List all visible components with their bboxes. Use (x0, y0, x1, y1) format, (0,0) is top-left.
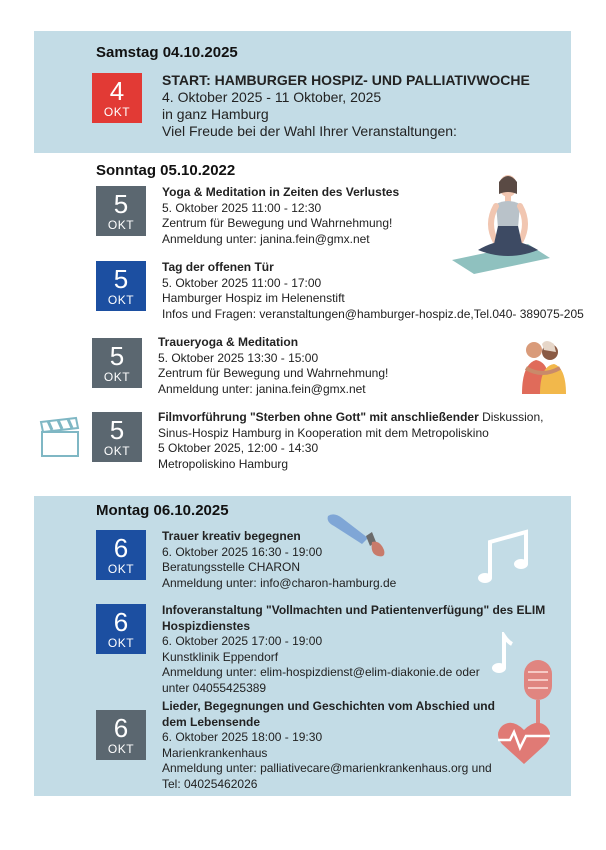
date-badge-6-okt (96, 604, 146, 654)
badge-month: OKT (103, 370, 131, 384)
event-title: dem Lebensende (162, 714, 261, 729)
event-filmvorfuehrung (158, 410, 543, 472)
event-title: Yoga & Meditation in Zeiten des Verlustes (162, 185, 400, 199)
sunday-heading: Sonntag 05.10.2022 (96, 162, 236, 179)
event-title: Tag der offenen Tür (162, 260, 274, 274)
event-line: 5. Oktober 2025 11:00 - 17:00 (162, 275, 322, 290)
badge-month: OKT (107, 293, 135, 307)
badge-day: 6 (113, 607, 129, 637)
event-line: 5 Oktober 2025, 12:00 - 14:30 (158, 441, 319, 455)
paintbrush-icon (326, 512, 388, 560)
date-badge-4-okt (92, 73, 142, 123)
event-title: Lieder, Begegnungen und Geschichten vom Abschied und (162, 699, 495, 713)
event-title: Hospizdienstes (162, 618, 251, 633)
film-clapperboard-icon (38, 416, 82, 460)
embracing-people-icon (512, 338, 572, 396)
date-badge-5-okt (96, 186, 146, 236)
event-line: 6. Oktober 2025 18:00 - 19:30 (162, 730, 323, 744)
badge-month: OKT (103, 444, 131, 458)
date-badge-6-okt (96, 530, 146, 580)
event-line: Marienkrankenhaus (162, 745, 268, 760)
event-line: Anmeldung unter: palliativecare@marienkrankenhaus.org und (162, 761, 492, 775)
badge-month: OKT (107, 636, 135, 650)
event-line: 5. Oktober 2025 11:00 - 12:30 (162, 200, 322, 215)
event-line: Sinus-Hospiz Hamburg in Kooperation mit dem Metropoliskino (158, 425, 489, 440)
event-traueryoga (158, 335, 388, 397)
saturday-event (162, 72, 530, 140)
event-line: Viel Freude bei der Wahl Ihrer Veranstaltungen: (162, 123, 457, 139)
badge-month: OKT (107, 218, 135, 232)
event-line: Anmeldung unter: janina.fein@gmx.net (158, 381, 366, 396)
event-title: START: HAMBURGER HOSPIZ- UND PALLIATIVWOCHE (162, 72, 530, 88)
event-title: Infoveranstaltung "Vollmachten und Patientenverfügung" des ELIM (162, 603, 546, 617)
event-title-row (158, 410, 543, 426)
event-title: Filmvorführung "Sterben ohne Gott" mit anschließender (158, 410, 479, 424)
badge-day: 5 (113, 189, 129, 219)
event-line: 6. Oktober 2025 17:00 - 19:00 (162, 634, 323, 648)
event-line: Zentrum für Bewegung und Wahrnehmung! (158, 366, 389, 380)
event-line: 6. Oktober 2025 16:30 - 19:00 (162, 544, 323, 559)
event-yoga-meditation (162, 185, 399, 247)
event-infoveranstaltung (162, 603, 545, 696)
event-line: Kunstklinik Eppendorf (162, 649, 279, 664)
music-notes-icon (474, 520, 534, 586)
badge-day: 5 (109, 341, 125, 371)
badge-day: 6 (113, 533, 129, 563)
badge-month: OKT (107, 562, 135, 576)
badge-month: OKT (107, 742, 135, 756)
event-line: 5. Oktober 2025 13:30 - 15:00 (158, 350, 319, 365)
event-line: Metropoliskino Hamburg (158, 456, 289, 471)
event-line: in ganz Hamburg (162, 106, 269, 122)
date-badge-5-okt (92, 338, 142, 388)
microphone-heart-icon (494, 656, 558, 766)
event-line: unter 04055425389 (162, 680, 267, 695)
event-title: Traueryoga & Meditation (158, 335, 299, 349)
date-badge-5-okt (92, 412, 142, 462)
badge-day: 5 (113, 264, 129, 294)
event-line: Zentrum für Bewegung und Wahrnehmung! (162, 216, 393, 230)
event-line: Anmeldung unter: info@charon-hamburg.de (162, 575, 397, 590)
event-title: Trauer kreativ begegnen (162, 529, 301, 543)
event-line: Anmeldung unter: elim-hospizdienst@elim-diakonie.de oder (162, 665, 480, 679)
badge-month: OKT (103, 105, 131, 119)
event-line: Infos und Fragen: veranstaltungen@hamburger-hospiz.de,Tel.040- 389075-205 (162, 306, 584, 321)
badge-day: 5 (109, 415, 125, 445)
event-line: Hamburger Hospiz im Helenenstift (162, 291, 345, 305)
date-badge-6-okt (96, 710, 146, 760)
event-line: Beratungsstelle CHARON (162, 560, 301, 574)
monday-heading: Montag 06.10.2025 (96, 502, 229, 519)
yoga-figure-icon (448, 168, 552, 276)
date-badge-5-okt (96, 261, 146, 311)
badge-day: 6 (113, 713, 129, 743)
saturday-heading: Samstag 04.10.2025 (96, 44, 238, 61)
event-lieder-begegnungen (162, 699, 495, 792)
event-title-rest: Diskussion, (482, 410, 544, 424)
event-line: 4. Oktober 2025 - 11 Oktober, 2025 (162, 89, 382, 105)
event-line: Anmeldung unter: janina.fein@gmx.net (162, 231, 370, 246)
badge-day: 4 (109, 76, 125, 106)
event-line: Tel: 04025462026 (162, 776, 258, 791)
